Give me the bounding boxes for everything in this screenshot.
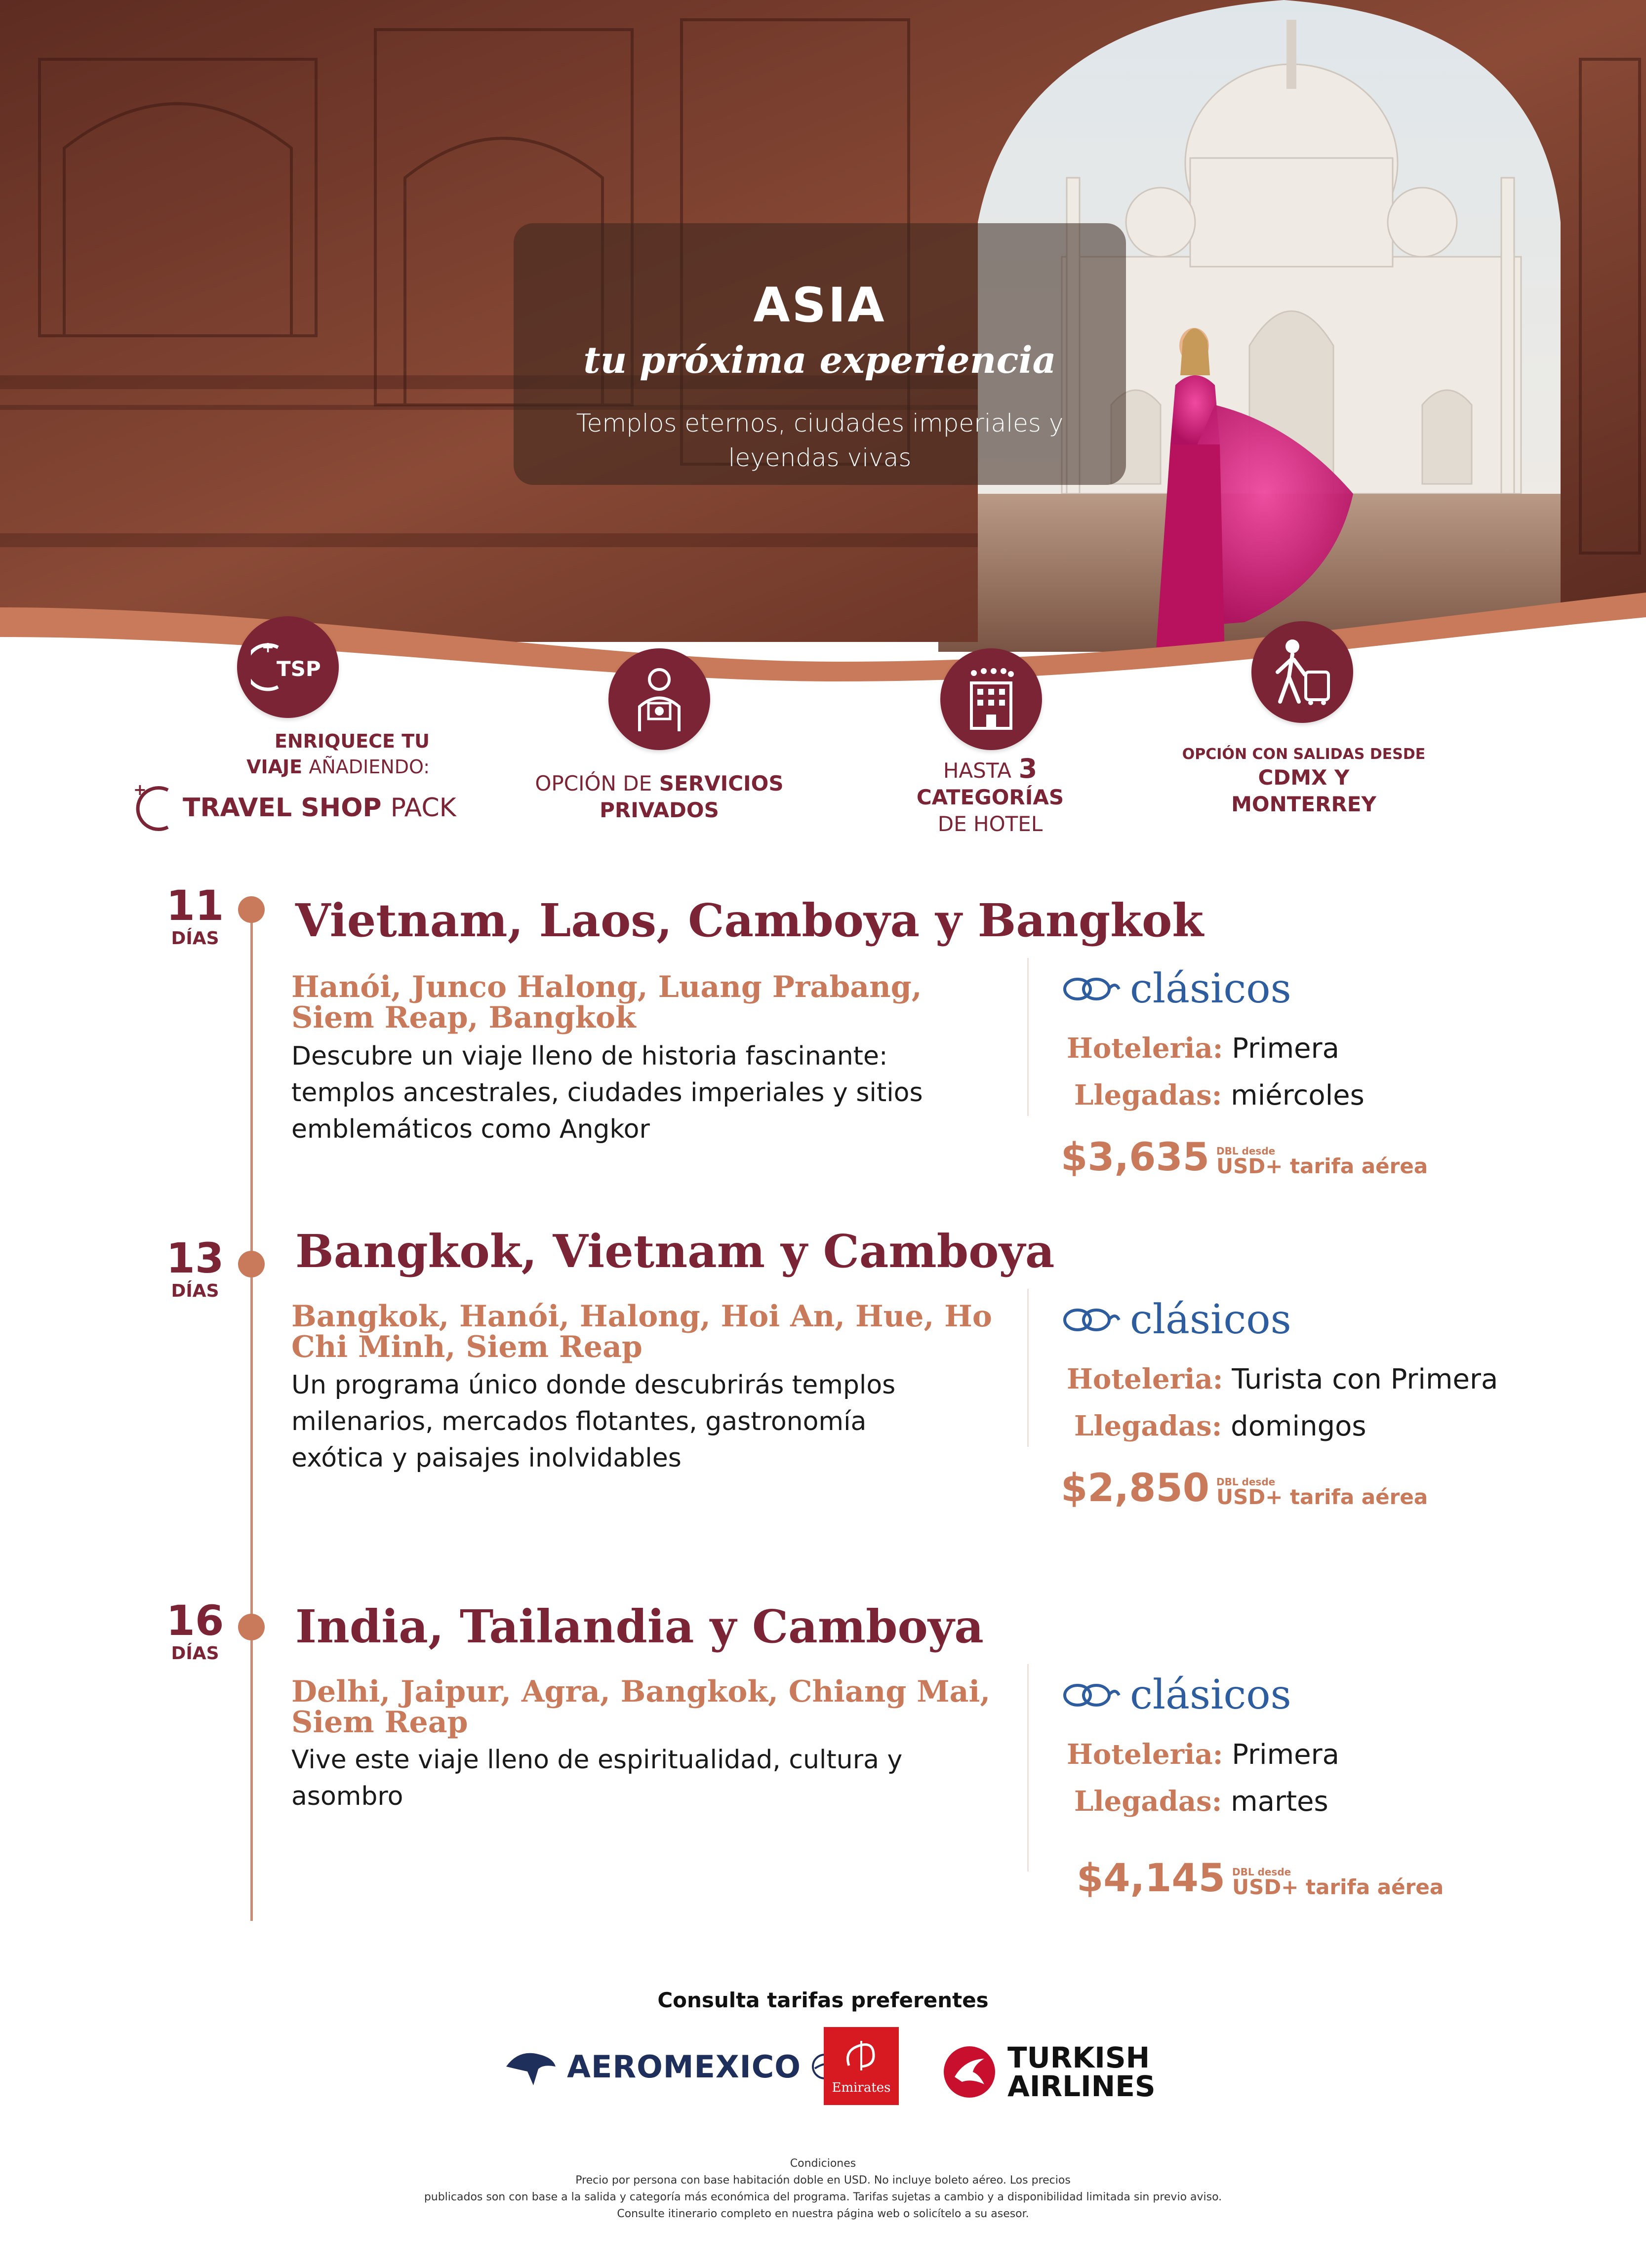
timeline-dot bbox=[238, 896, 265, 923]
tsp-line2-rest: AÑADIENDO: bbox=[309, 756, 430, 778]
departures-text bbox=[1165, 745, 1442, 818]
price-usd: USD+ tarifa aérea bbox=[1216, 1154, 1428, 1178]
hotel-label: Hoteleria: bbox=[1067, 1363, 1223, 1395]
conditions-text bbox=[0, 2155, 1646, 2223]
departures-bold1: CDMX Y bbox=[1258, 765, 1350, 790]
trip-description: Vive este viaje lleno de espiritualidad, cultura y asombro bbox=[291, 1745, 903, 1811]
emirates-label: Emirates bbox=[832, 2080, 891, 2095]
price-value: $3,635 bbox=[1061, 1135, 1209, 1180]
tsp-line2-bold: VIAJE bbox=[246, 756, 303, 778]
travel-shop-label: TRAVEL SHOP bbox=[183, 793, 382, 823]
traveler-luggage-icon bbox=[1270, 637, 1334, 707]
tsp-text bbox=[123, 728, 430, 780]
arrival-label: Llegadas: bbox=[1074, 1079, 1222, 1112]
price-block bbox=[1077, 1856, 1444, 1901]
price-block bbox=[1061, 1466, 1428, 1511]
conditions-line: publicados son con base a la salida y categoría más económica del programa. Tarifas sujetas a cambio y a disponibilidad limitada sin previo aviso. bbox=[424, 2191, 1222, 2203]
price-value: $4,145 bbox=[1077, 1856, 1225, 1901]
turkish-airlines-bird-icon bbox=[942, 2045, 997, 2099]
aeromexico-logo bbox=[504, 2044, 840, 2089]
price-dbl: DBL desde bbox=[1232, 1866, 1291, 1878]
trip-cities: Hanói, Junco Halong, Luang Prabang, Siem Reap, Bangkok bbox=[291, 970, 922, 1035]
timeline-dot bbox=[238, 1614, 265, 1640]
arrival-info bbox=[1074, 1079, 1365, 1112]
clasicos-label: clásicos bbox=[1130, 1671, 1291, 1718]
aeromexico-label: AEROMEXICO bbox=[567, 2048, 801, 2085]
departures-small: OPCIÓN CON SALIDAS DESDE bbox=[1182, 746, 1426, 763]
turkish-airlines-logo bbox=[942, 2043, 1156, 2101]
hotel-info bbox=[1067, 1032, 1339, 1065]
departures-badge bbox=[1251, 621, 1353, 723]
column-divider bbox=[1027, 958, 1029, 1116]
price-block bbox=[1061, 1135, 1428, 1180]
hotel-icon bbox=[962, 667, 1021, 731]
hotel-label: Hoteleria: bbox=[1067, 1738, 1223, 1771]
trip-cities: Bangkok, Hanói, Halong, Hoi An, Hue, Ho Chi Minh, Siem Reap bbox=[291, 1299, 992, 1364]
services-light: OPCIÓN DE bbox=[535, 771, 652, 796]
departures-bold2: MONTERREY bbox=[1231, 792, 1376, 816]
person-camera-icon bbox=[630, 665, 689, 734]
price-value: $2,850 bbox=[1061, 1466, 1209, 1511]
services-bold1: SERVICIOS bbox=[659, 771, 784, 796]
clasicos-label: clásicos bbox=[1130, 965, 1291, 1012]
hotel-value: Turista con Primera bbox=[1232, 1363, 1498, 1395]
price-usd: USD+ tarifa aérea bbox=[1232, 1875, 1444, 1899]
trip-days-label: DÍAS bbox=[171, 928, 219, 949]
turkish-label-line1: TURKISH bbox=[1007, 2041, 1150, 2074]
clasicos-icon bbox=[1062, 974, 1121, 1004]
preferred-fares-heading: Consulta tarifas preferentes bbox=[657, 1988, 989, 2012]
trip-description: Descubre un viaje lleno de historia fascinante: templos ancestrales, ciudades imperiales y sitios emblemáticos como Angkor bbox=[291, 1041, 923, 1144]
clasicos-logo bbox=[1062, 1671, 1291, 1718]
private-services-text bbox=[519, 770, 800, 824]
arrival-value: domingos bbox=[1231, 1410, 1366, 1442]
hotel-badge bbox=[940, 648, 1042, 750]
svg-text:TSP: TSP bbox=[277, 657, 321, 681]
aeromexico-eagle-icon bbox=[504, 2047, 558, 2086]
hotel-line1: HASTA bbox=[943, 758, 1011, 783]
price-dbl: DBL desde bbox=[1216, 1145, 1276, 1157]
trip-description: Un programa único donde descubrirás templos milenarios, mercados flotantes, gastronomía exótica y paisajes inolvidables bbox=[291, 1370, 896, 1473]
hotel-value: Primera bbox=[1232, 1739, 1339, 1771]
hotel-label: Hoteleria: bbox=[1067, 1032, 1223, 1065]
travel-shop-pack-icon bbox=[133, 780, 183, 835]
emirates-logo bbox=[824, 2027, 899, 2105]
tsp-badge bbox=[237, 616, 339, 718]
hotel-line3: DE HOTEL bbox=[937, 812, 1043, 836]
hotel-categories-text bbox=[884, 753, 1096, 837]
hero-description: Templos eternos, ciudades imperiales y leyendas vivas bbox=[576, 409, 1064, 472]
clasicos-logo bbox=[1062, 1296, 1291, 1343]
column-divider bbox=[1027, 1664, 1029, 1871]
tsp-line1-rest: TU bbox=[401, 730, 430, 752]
trip-days: 11 bbox=[166, 881, 224, 930]
svg-text:+: + bbox=[133, 780, 147, 799]
private-services-badge bbox=[608, 648, 710, 750]
turkish-label-line2: AIRLINES bbox=[1007, 2069, 1156, 2103]
hero-title-box bbox=[514, 223, 1126, 485]
trip-days-label: DÍAS bbox=[171, 1643, 219, 1664]
trip-title: Vietnam, Laos, Camboya y Bangkok bbox=[295, 894, 1204, 947]
timeline-line bbox=[250, 908, 253, 1921]
arrival-label: Llegadas: bbox=[1074, 1785, 1222, 1818]
price-dbl: DBL desde bbox=[1216, 1476, 1276, 1488]
column-divider bbox=[1027, 1289, 1029, 1447]
clasicos-label: clásicos bbox=[1130, 1296, 1291, 1343]
tsp-icon bbox=[251, 637, 325, 697]
hotel-number: 3 bbox=[1018, 753, 1038, 784]
conditions-line: Precio por persona con base habitación doble en USD. No incluye boleto aéreo. Los precios bbox=[575, 2174, 1071, 2187]
hotel-info bbox=[1067, 1738, 1339, 1771]
conditions-line: Consulte itinerario completo en nuestra página web o solicítelo a su asesor. bbox=[617, 2208, 1029, 2220]
clasicos-icon bbox=[1062, 1680, 1121, 1710]
clasicos-icon bbox=[1062, 1305, 1121, 1335]
hotel-info bbox=[1067, 1363, 1498, 1395]
pack-label: PACK bbox=[390, 793, 456, 823]
arrival-label: Llegadas: bbox=[1074, 1410, 1222, 1442]
trip-cities: Delhi, Jaipur, Agra, Bangkok, Chiang Mai, Siem Reap bbox=[291, 1674, 991, 1740]
page-title: ASIA bbox=[753, 278, 886, 333]
price-usd: USD+ tarifa aérea bbox=[1216, 1485, 1428, 1509]
trip-days: 13 bbox=[166, 1234, 224, 1282]
conditions-title: Condiciones bbox=[790, 2157, 856, 2170]
services-bold2: PRIVADOS bbox=[600, 798, 719, 822]
trip-days-label: DÍAS bbox=[171, 1281, 219, 1301]
arrival-info bbox=[1074, 1410, 1366, 1442]
hotel-value: Primera bbox=[1232, 1033, 1339, 1065]
travel-shop-pack-logo bbox=[133, 780, 456, 835]
page-subtitle: tu próxima experiencia bbox=[583, 339, 1056, 382]
trip-title: Bangkok, Vietnam y Camboya bbox=[295, 1225, 1055, 1278]
arrival-value: miércoles bbox=[1231, 1079, 1365, 1112]
trip-title: India, Tailandia y Camboya bbox=[295, 1600, 984, 1653]
trip-days: 16 bbox=[166, 1596, 224, 1645]
hotel-line2: CATEGORÍAS bbox=[916, 785, 1064, 809]
arrival-info bbox=[1074, 1785, 1328, 1818]
clasicos-logo bbox=[1062, 965, 1291, 1012]
timeline-dot bbox=[238, 1251, 265, 1277]
svg-text:+: + bbox=[262, 639, 275, 656]
arrival-value: martes bbox=[1231, 1786, 1328, 1818]
tsp-line1-bold: ENRIQUECE bbox=[274, 730, 395, 752]
emirates-calligraphy-icon bbox=[839, 2036, 883, 2075]
